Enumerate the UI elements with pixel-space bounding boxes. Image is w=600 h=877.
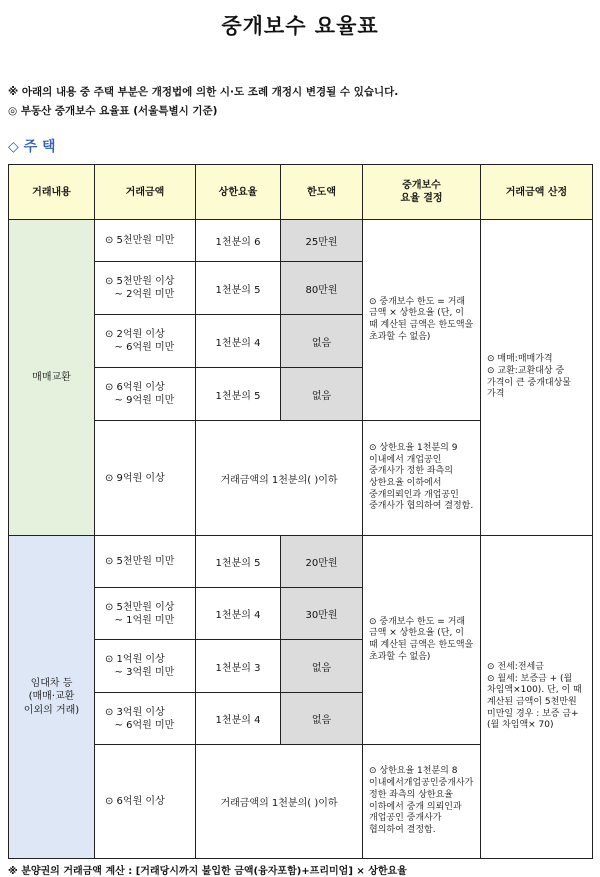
rate-cell-merged: 거래금액의 1천분의( )이하 (196, 745, 363, 859)
page-title: 중개보수 요율표 (221, 14, 379, 38)
section-heading-housing: ◇ 주 택 (8, 139, 56, 155)
amount-cell: ⊙ 9억원 이상 (95, 421, 196, 536)
table-source-note: ◎ 부동산 중개보수 요율표 (서울특별시 기준) (8, 105, 218, 117)
rate-cell: 1천분의 4 (196, 315, 281, 368)
header-amount-calculation: 거래금액 산정 (481, 165, 593, 220)
amount-cell: ⊙ 2억원 이상 ~ 6억원 미만 (95, 315, 196, 368)
category-rent: 임대차 등 (매매·교환 이외의 거래) (9, 536, 95, 859)
rate-cell: 1천분의 5 (196, 536, 281, 588)
limit-cell: 25만원 (281, 220, 363, 262)
limit-cell: 없음 (281, 693, 363, 745)
table-row (9, 536, 593, 588)
amount-cell: ⊙ 3억원 이상 ~ 6억원 미만 (95, 693, 196, 745)
calculation-text: ⊙ 매매:매매가격 ⊙ 교환:교환대상 중 가격이 큰 중개대상물 가격 (487, 354, 571, 400)
fee-rate-table (8, 164, 593, 859)
rate-cell-merged: 거래금액의 1천분의( )이하 (196, 421, 363, 536)
amount-cell: ⊙ 5천만원 이상 ~ 1억원 미만 (95, 588, 196, 640)
fee-decision-lower: ⊙ 상한요율 1천분의 9 이내에서 개업공인 중개사가 정한 좌측의 상한요율 이하에서 중개의뢰인과 개업공인 중개사가 협의하여 결정함. (363, 421, 481, 536)
table-row (9, 220, 593, 262)
calculation-text: ⊙ 전세:전세금 ⊙ 월세: 보증금 + (월 차임액×100). 단, 이 때 계산된 금액이 5천만원 미만일 경우 : 보증 금+(월 차임액× 70) (487, 661, 582, 731)
limit-cell: 없음 (281, 315, 363, 368)
rate-cell: 1천분의 6 (196, 220, 281, 262)
header-fee-decision: 중개보수 요율 결정 (363, 165, 481, 220)
header-transaction-amount: 거래금액 (95, 165, 196, 220)
amount-calculation-rent (481, 536, 593, 859)
rate-cell: 1천분의 3 (196, 640, 281, 693)
footer-note: ※ 분양권의 거래금액 계산 : [거래당시까지 불입한 금액(융자포함)+프리미엄] × 상한요율 (8, 866, 407, 877)
amount-cell: ⊙ 5천만원 미만 (95, 220, 196, 262)
amount-cell: ⊙ 5천만원 미만 (95, 536, 196, 588)
limit-cell: 30만원 (281, 588, 363, 640)
rate-cell: 1천분의 5 (196, 262, 281, 315)
amount-cell: ⊙ 6억원 이상 (95, 745, 196, 859)
amount-cell: ⊙ 1억원 이상 ~ 3억원 미만 (95, 640, 196, 693)
fee-decision-lower: ⊙ 상한요율 1천분의 8 이내에서개업공인중개사가 정한 좌측의 상한요율 이하에서 중개 의뢰인과 개업공인 중개사가 협의하여 결정함. (363, 745, 481, 859)
rate-cell: 1천분의 5 (196, 368, 281, 421)
header-upper-rate: 상한요율 (196, 165, 281, 220)
notice-text: ※ 아래의 내용 중 주택 부분은 개정법에 의한 시·도 조례 개정시 변경될 수 있습니다. (8, 86, 399, 98)
limit-cell: 없음 (281, 368, 363, 421)
limit-cell: 20만원 (281, 536, 363, 588)
rate-cell: 1천분의 4 (196, 693, 281, 745)
limit-cell: 80만원 (281, 262, 363, 315)
fee-decision-upper: ⊙ 중개보수 한도 = 거래 금액 × 상한요율 (단, 이 때 계산된 금액은 한도액을 초과할 수 없음) (363, 220, 481, 421)
table-header-row (9, 165, 593, 220)
header-limit: 한도액 (281, 165, 363, 220)
amount-cell: ⊙ 6억원 이상 ~ 9억원 미만 (95, 368, 196, 421)
fee-decision-upper: ⊙ 중개보수 한도 = 거래 금액 × 상한요율 (단, 이 때 계산된 금액은 한도액을 초과할 수 없음) (363, 536, 481, 745)
rate-cell: 1천분의 4 (196, 588, 281, 640)
header-transaction-type: 거래내용 (9, 165, 95, 220)
category-sale-exchange: 매매교환 (9, 220, 95, 536)
limit-cell: 없음 (281, 640, 363, 693)
amount-cell: ⊙ 5천만원 이상 ~ 2억원 미만 (95, 262, 196, 315)
amount-calculation-sale (481, 220, 593, 536)
